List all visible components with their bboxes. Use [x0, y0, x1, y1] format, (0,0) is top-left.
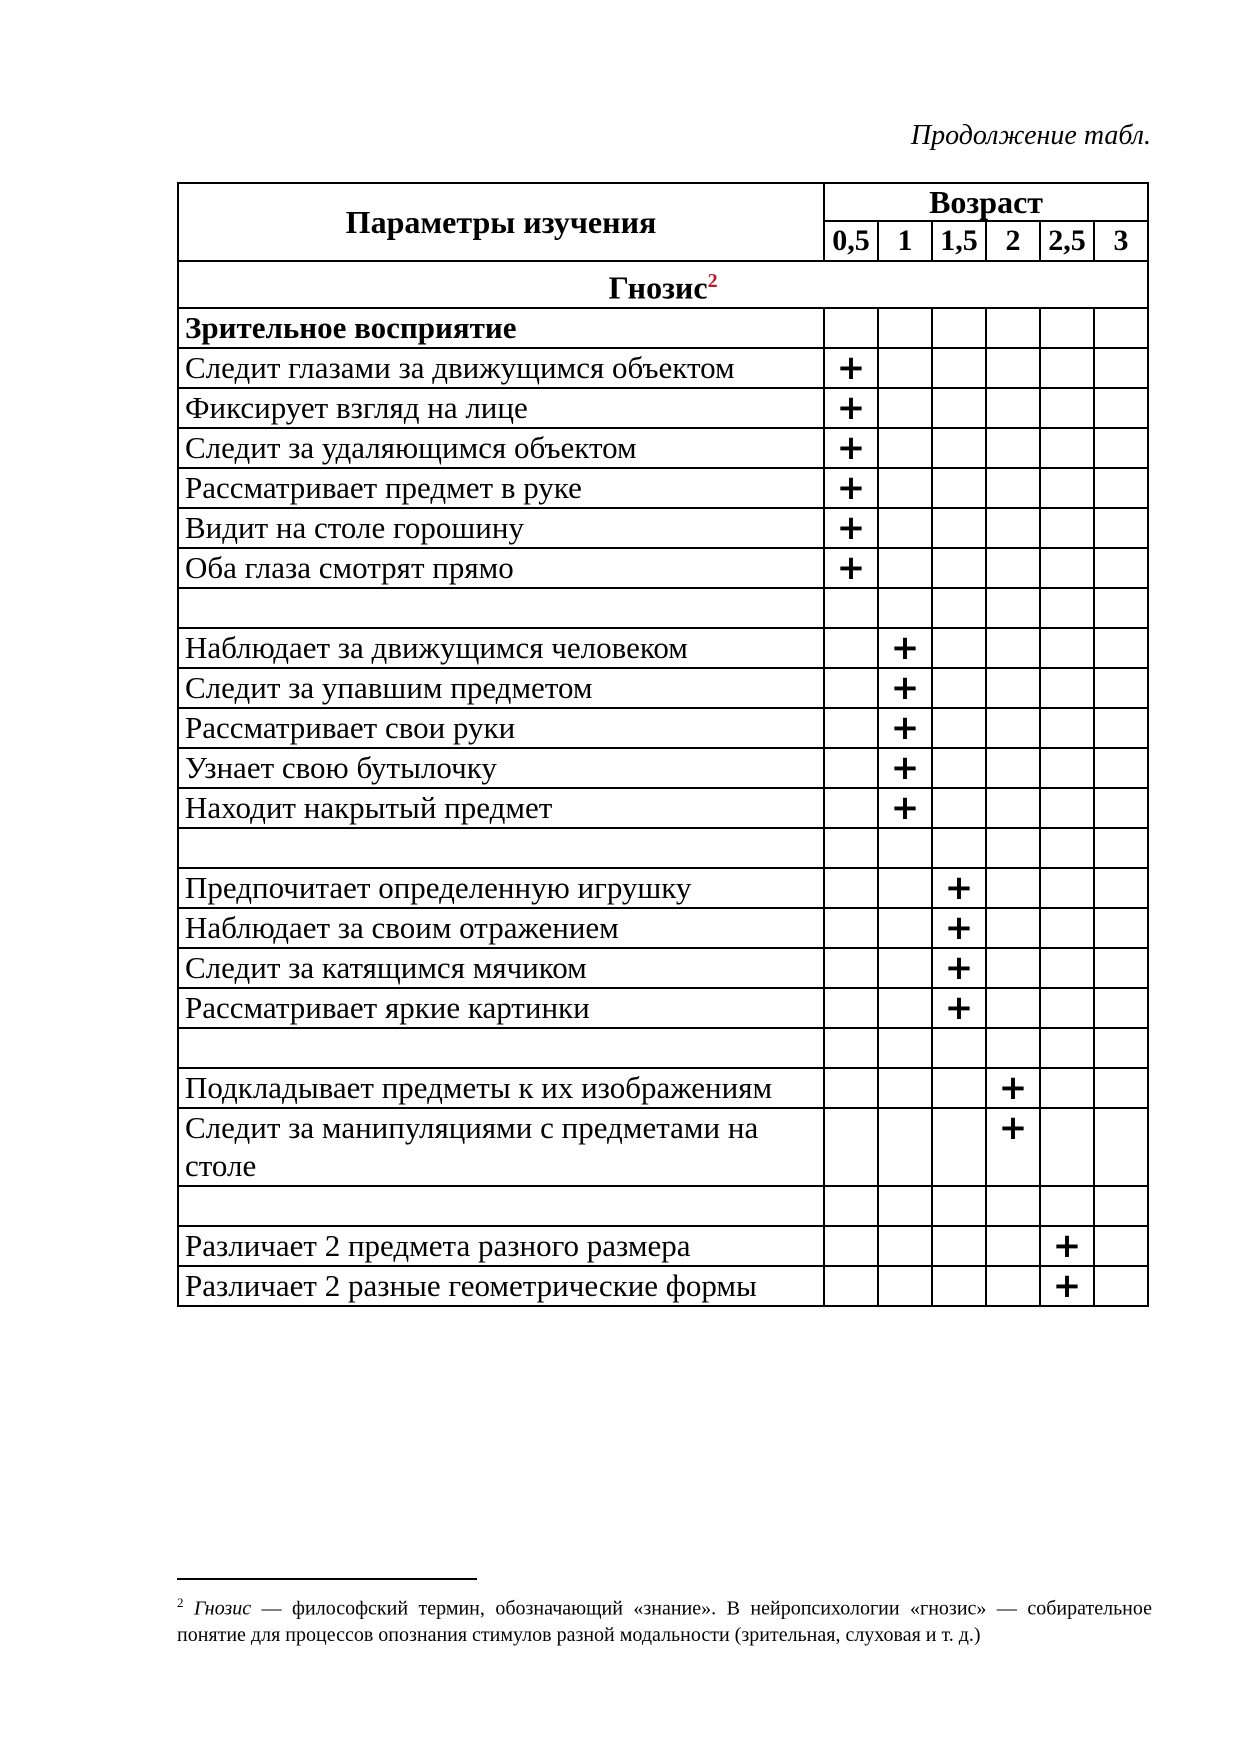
age-cell — [1040, 748, 1094, 788]
age-mark: + — [824, 508, 878, 548]
age-cell — [824, 1108, 878, 1186]
age-cell — [878, 1108, 932, 1186]
age-cell — [824, 1266, 878, 1306]
age-cell — [878, 988, 932, 1028]
footnote-text: — философский термин, обозначающий «знание». В нейропсихологии «гнозис» — собирательное понятие для процессов опознания стимулов разной модальности (зрительная, слуховая и т. д.) — [177, 1597, 1153, 1646]
age-mark: + — [824, 428, 878, 468]
age-cell — [1094, 948, 1148, 988]
empty-cell — [986, 1186, 1040, 1226]
age-cell — [1040, 428, 1094, 468]
age-cell — [1094, 748, 1148, 788]
table-body — [178, 308, 1148, 1306]
age-cell — [878, 508, 932, 548]
footnote-mark: 2 — [177, 1595, 184, 1610]
table-row — [178, 1266, 1148, 1306]
parameters-table — [177, 182, 1149, 1307]
age-cell — [1040, 348, 1094, 388]
age-cell — [986, 668, 1040, 708]
age-cell — [986, 908, 1040, 948]
age-col-header: 1,5 — [932, 221, 986, 261]
age-cell — [986, 1226, 1040, 1266]
empty-cell — [178, 588, 824, 628]
age-cell — [932, 1068, 986, 1108]
blank-separator-row — [178, 828, 1148, 868]
age-cell — [1040, 548, 1094, 588]
table-row — [178, 508, 1148, 548]
blank-separator-row — [178, 588, 1148, 628]
parameter-label: Различает 2 предмета разного размера — [178, 1226, 824, 1266]
empty-cell — [986, 828, 1040, 868]
age-cell — [1094, 308, 1148, 348]
age-cell — [932, 628, 986, 668]
empty-cell — [1094, 1186, 1148, 1226]
age-cell — [1094, 468, 1148, 508]
age-cell — [1040, 388, 1094, 428]
empty-cell — [1094, 828, 1148, 868]
parameter-label: Следит глазами за движущимся объектом — [178, 348, 824, 388]
age-cell — [1040, 508, 1094, 548]
age-cell — [1040, 868, 1094, 908]
table-row — [178, 788, 1148, 828]
age-mark: + — [824, 548, 878, 588]
age-cell — [878, 1266, 932, 1306]
empty-cell — [878, 1186, 932, 1226]
continuation-label: Продолжение табл. — [910, 120, 1151, 151]
age-mark: + — [932, 908, 986, 948]
age-cell — [878, 308, 932, 348]
age-cell — [1040, 628, 1094, 668]
footnote — [177, 1590, 1152, 1648]
age-mark: + — [878, 708, 932, 748]
age-cell — [1040, 908, 1094, 948]
age-mark: + — [824, 468, 878, 508]
param-header: Параметры изучения — [178, 183, 824, 261]
age-cell — [824, 988, 878, 1028]
table-row — [178, 948, 1148, 988]
age-mark: + — [932, 868, 986, 908]
age-cell — [1094, 628, 1148, 668]
age-cell — [824, 948, 878, 988]
age-mark: + — [1040, 1226, 1094, 1266]
empty-cell — [878, 828, 932, 868]
blank-separator-row — [178, 1028, 1148, 1068]
age-mark: + — [878, 628, 932, 668]
empty-cell — [824, 1186, 878, 1226]
empty-cell — [986, 588, 1040, 628]
age-cell — [1040, 468, 1094, 508]
age-cell — [986, 308, 1040, 348]
table-row — [178, 348, 1148, 388]
age-cell — [878, 1226, 932, 1266]
subsection-row — [178, 308, 1148, 348]
parameter-label: Узнает свою бутылочку — [178, 748, 824, 788]
age-cell — [1094, 868, 1148, 908]
parameter-label: Различает 2 разные геометрические формы — [178, 1266, 824, 1306]
age-cell — [986, 548, 1040, 588]
empty-cell — [1094, 588, 1148, 628]
age-cell — [1040, 308, 1094, 348]
age-cell — [932, 668, 986, 708]
subsection-label: Зрительное восприятие — [178, 308, 824, 348]
age-cell — [932, 708, 986, 748]
parameter-label: Наблюдает за своим отражением — [178, 908, 824, 948]
age-cell — [986, 948, 1040, 988]
parameter-label: Следит за удаляющимся объектом — [178, 428, 824, 468]
age-col-header: 3 — [1094, 221, 1148, 261]
age-mark: + — [824, 388, 878, 428]
age-cell — [986, 508, 1040, 548]
age-cell — [824, 628, 878, 668]
age-mark: + — [878, 748, 932, 788]
age-col-header: 2,5 — [1040, 221, 1094, 261]
age-cell — [986, 628, 1040, 668]
age-cell — [932, 748, 986, 788]
age-cell — [878, 868, 932, 908]
age-cell — [932, 428, 986, 468]
empty-cell — [178, 1186, 824, 1226]
empty-cell — [932, 828, 986, 868]
age-mark: + — [986, 1068, 1040, 1108]
age-mark: + — [878, 788, 932, 828]
parameter-label: Следит за манипуляциями с предметами на столе — [178, 1108, 824, 1186]
table-row — [178, 468, 1148, 508]
age-cell — [932, 788, 986, 828]
footnote-divider — [177, 1578, 477, 1580]
age-cell — [986, 1266, 1040, 1306]
parameter-label: Видит на столе горошину — [178, 508, 824, 548]
age-cell — [1094, 1226, 1148, 1266]
parameter-label: Рассматривает предмет в руке — [178, 468, 824, 508]
empty-cell — [932, 1186, 986, 1226]
age-cell — [932, 308, 986, 348]
age-cell — [1040, 1108, 1094, 1186]
age-cell — [1040, 948, 1094, 988]
age-mark: + — [932, 988, 986, 1028]
age-cell — [878, 948, 932, 988]
table-row — [178, 668, 1148, 708]
age-mark: + — [878, 668, 932, 708]
age-cell — [824, 868, 878, 908]
age-cell — [986, 468, 1040, 508]
age-cell — [1094, 1108, 1148, 1186]
empty-cell — [1040, 1186, 1094, 1226]
age-cell — [878, 428, 932, 468]
age-cell — [878, 548, 932, 588]
parameter-label: Рассматривает яркие картинки — [178, 988, 824, 1028]
age-cell — [986, 748, 1040, 788]
age-col-header: 1 — [878, 221, 932, 261]
age-cell — [1094, 548, 1148, 588]
table-row — [178, 628, 1148, 668]
parameter-label: Находит накрытый предмет — [178, 788, 824, 828]
age-col-header: 2 — [986, 221, 1040, 261]
age-cell — [824, 308, 878, 348]
age-cell — [1040, 1068, 1094, 1108]
parameter-label: Предпочитает определенную игрушку — [178, 868, 824, 908]
table-row — [178, 748, 1148, 788]
parameter-label: Рассматривает свои руки — [178, 708, 824, 748]
age-cell — [1040, 788, 1094, 828]
age-cell — [986, 428, 1040, 468]
age-cell — [1094, 708, 1148, 748]
empty-cell — [824, 828, 878, 868]
age-cell — [1094, 1266, 1148, 1306]
age-mark: + — [986, 1108, 1040, 1186]
age-cell — [1094, 508, 1148, 548]
section-title — [178, 261, 1148, 308]
footnote-ref: 2 — [707, 270, 718, 292]
age-cell — [1094, 788, 1148, 828]
empty-cell — [824, 588, 878, 628]
age-cell — [1094, 988, 1148, 1028]
empty-cell — [1040, 828, 1094, 868]
parameter-label: Оба глаза смотрят прямо — [178, 548, 824, 588]
section-title-text: Гнозис — [608, 269, 708, 306]
age-cell — [878, 908, 932, 948]
age-cell — [932, 468, 986, 508]
age-cell — [824, 1226, 878, 1266]
table-row — [178, 1226, 1148, 1266]
age-cell — [1094, 388, 1148, 428]
age-cell — [986, 388, 1040, 428]
empty-cell — [878, 588, 932, 628]
table-row — [178, 548, 1148, 588]
empty-cell — [986, 1028, 1040, 1068]
age-cell — [932, 1226, 986, 1266]
table-row — [178, 868, 1148, 908]
age-cell — [1040, 988, 1094, 1028]
age-mark: + — [932, 948, 986, 988]
age-cell — [932, 508, 986, 548]
age-cell — [878, 468, 932, 508]
empty-cell — [932, 588, 986, 628]
table-row — [178, 1108, 1148, 1186]
table-row — [178, 708, 1148, 748]
parameter-label: Фиксирует взгляд на лице — [178, 388, 824, 428]
table-row — [178, 908, 1148, 948]
age-cell — [878, 348, 932, 388]
table-row — [178, 428, 1148, 468]
empty-cell — [178, 1028, 824, 1068]
age-cell — [1040, 668, 1094, 708]
age-cell — [824, 748, 878, 788]
parameter-label: Следит за упавшим предметом — [178, 668, 824, 708]
age-cell — [878, 388, 932, 428]
footnote-term: Гнозис — [193, 1597, 252, 1620]
age-cell — [1094, 908, 1148, 948]
age-cell — [986, 788, 1040, 828]
age-cell — [1094, 1068, 1148, 1108]
age-header: Возраст — [824, 183, 1148, 221]
age-cell — [824, 668, 878, 708]
age-cell — [986, 988, 1040, 1028]
empty-cell — [878, 1028, 932, 1068]
blank-separator-row — [178, 1186, 1148, 1226]
age-cell — [986, 868, 1040, 908]
age-cell — [824, 908, 878, 948]
age-mark: + — [824, 348, 878, 388]
age-cell — [878, 1068, 932, 1108]
empty-cell — [1040, 588, 1094, 628]
age-col-header: 0,5 — [824, 221, 878, 261]
age-cell — [1094, 348, 1148, 388]
age-mark: + — [1040, 1266, 1094, 1306]
age-cell — [986, 708, 1040, 748]
empty-cell — [1094, 1028, 1148, 1068]
parameter-label: Следит за катящимся мячиком — [178, 948, 824, 988]
age-cell — [932, 548, 986, 588]
table-row — [178, 388, 1148, 428]
age-cell — [824, 788, 878, 828]
empty-cell — [178, 828, 824, 868]
age-cell — [1094, 428, 1148, 468]
table-row — [178, 1068, 1148, 1108]
age-cell — [1094, 668, 1148, 708]
empty-cell — [932, 1028, 986, 1068]
age-cell — [932, 1266, 986, 1306]
empty-cell — [1040, 1028, 1094, 1068]
empty-cell — [824, 1028, 878, 1068]
table-row — [178, 988, 1148, 1028]
age-cell — [932, 348, 986, 388]
parameter-label: Подкладывает предметы к их изображениям — [178, 1068, 824, 1108]
age-cell — [932, 388, 986, 428]
age-cell — [824, 708, 878, 748]
age-cell — [824, 1068, 878, 1108]
parameter-label: Наблюдает за движущимся человеком — [178, 628, 824, 668]
age-cell — [986, 348, 1040, 388]
age-cell — [1040, 708, 1094, 748]
age-cell — [932, 1108, 986, 1186]
